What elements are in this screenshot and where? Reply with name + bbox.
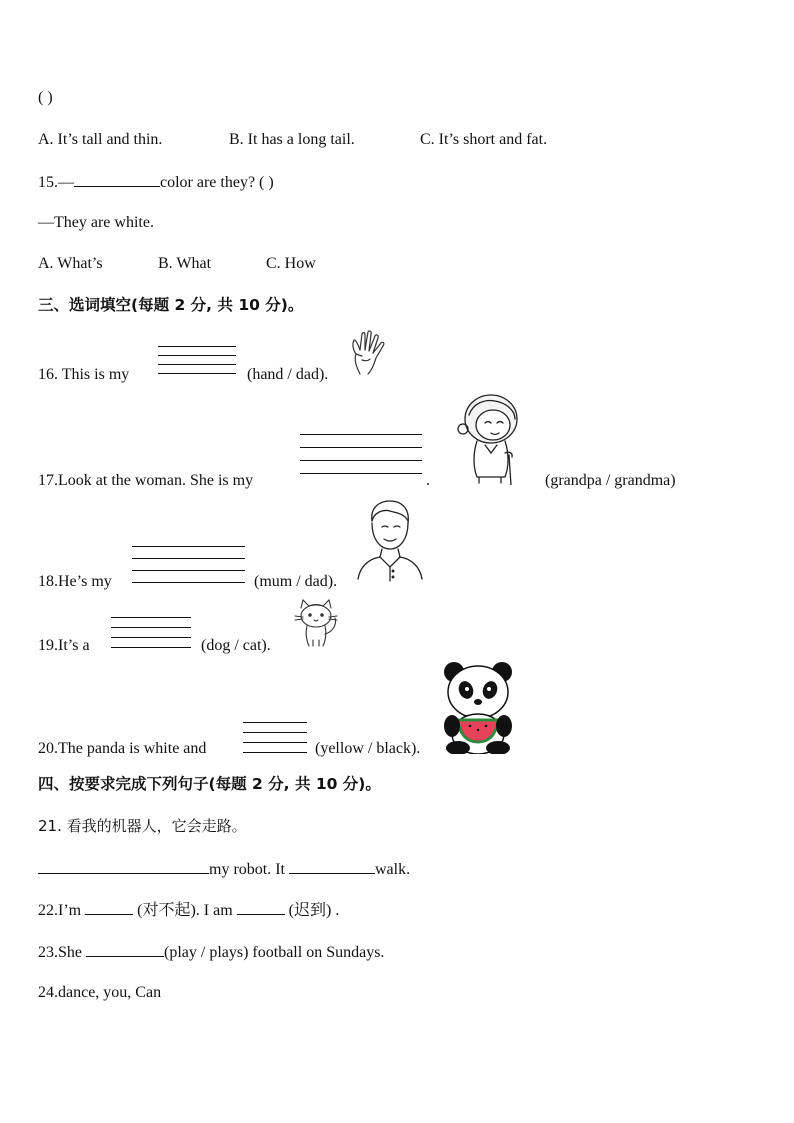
q15-option-a: A. What’s [38,255,103,272]
q22-sentence [38,899,339,921]
q14-answer-bracket: ( ) [38,89,53,106]
q21-sentence [38,858,410,880]
q18-text: 18.He’s my [38,573,112,590]
hand-icon [350,330,392,376]
q21-prompt: 21. 看我的机器人，它会走路。 [38,817,247,835]
q20-writing-lines[interactable] [243,722,307,754]
q15-prefix: 15.— [38,174,74,191]
q16-writing-lines[interactable] [158,346,236,376]
q17-writing-lines[interactable] [300,434,422,476]
panda-icon [440,660,516,754]
q20-choices: (yellow / black). [315,740,421,757]
q21-end: walk. [375,861,411,878]
q19-choices: (dog / cat). [201,637,271,654]
q19-writing-lines[interactable] [111,617,191,649]
q23-blank[interactable] [86,941,164,957]
q23-sentence [38,941,384,963]
dad-icon [356,499,426,583]
q23-end: (play / plays) football on Sundays. [164,944,385,961]
q20-text: 20.The panda is white and [38,740,207,757]
q16-text: 16. This is my [38,366,130,383]
cat-icon [291,598,341,648]
q21-blank-1[interactable] [38,858,209,874]
q17-choices: (grandpa / grandma) [545,472,676,489]
q22-prefix: 22.I’m [38,902,82,919]
section-3-title: 三、选词填空(每题 2 分, 共 10 分)。 [38,296,304,314]
q15-response: —They are white. [38,214,154,231]
q14-option-c: C. It’s short and fat. [420,131,548,148]
section-4-title: 四、按要求完成下列句子(每题 2 分, 共 10 分)。 [38,775,381,793]
q19-text: 19.It’s a [38,637,90,654]
q17-text: 17.Look at the woman. She is my [38,472,254,489]
q22-blank-1[interactable] [85,899,133,915]
q21-blank-2[interactable] [289,858,375,874]
q15-option-c: C. How [266,255,316,272]
q22-blank-2[interactable] [237,899,285,915]
q15-blank[interactable] [74,171,160,187]
q15-suffix: color are they? ( ) [160,174,274,191]
q22-mid: (对不起). I am [137,902,233,919]
q24-words: 24.dance, you, Can [38,984,162,1001]
q16-choices: (hand / dad). [247,366,329,383]
grandma-icon [455,393,527,485]
q15-question [38,171,274,193]
q23-prefix: 23.She [38,944,82,961]
q18-choices: (mum / dad). [254,573,338,590]
q21-mid: my robot. It [209,861,285,878]
q22-end: (迟到) . [288,902,340,919]
q17-period: . [426,472,430,489]
q14-option-a: A. It’s tall and thin. [38,131,163,148]
q15-option-b: B. What [158,255,212,272]
q18-writing-lines[interactable] [132,546,245,584]
q14-option-b: B. It has a long tail. [229,131,355,148]
